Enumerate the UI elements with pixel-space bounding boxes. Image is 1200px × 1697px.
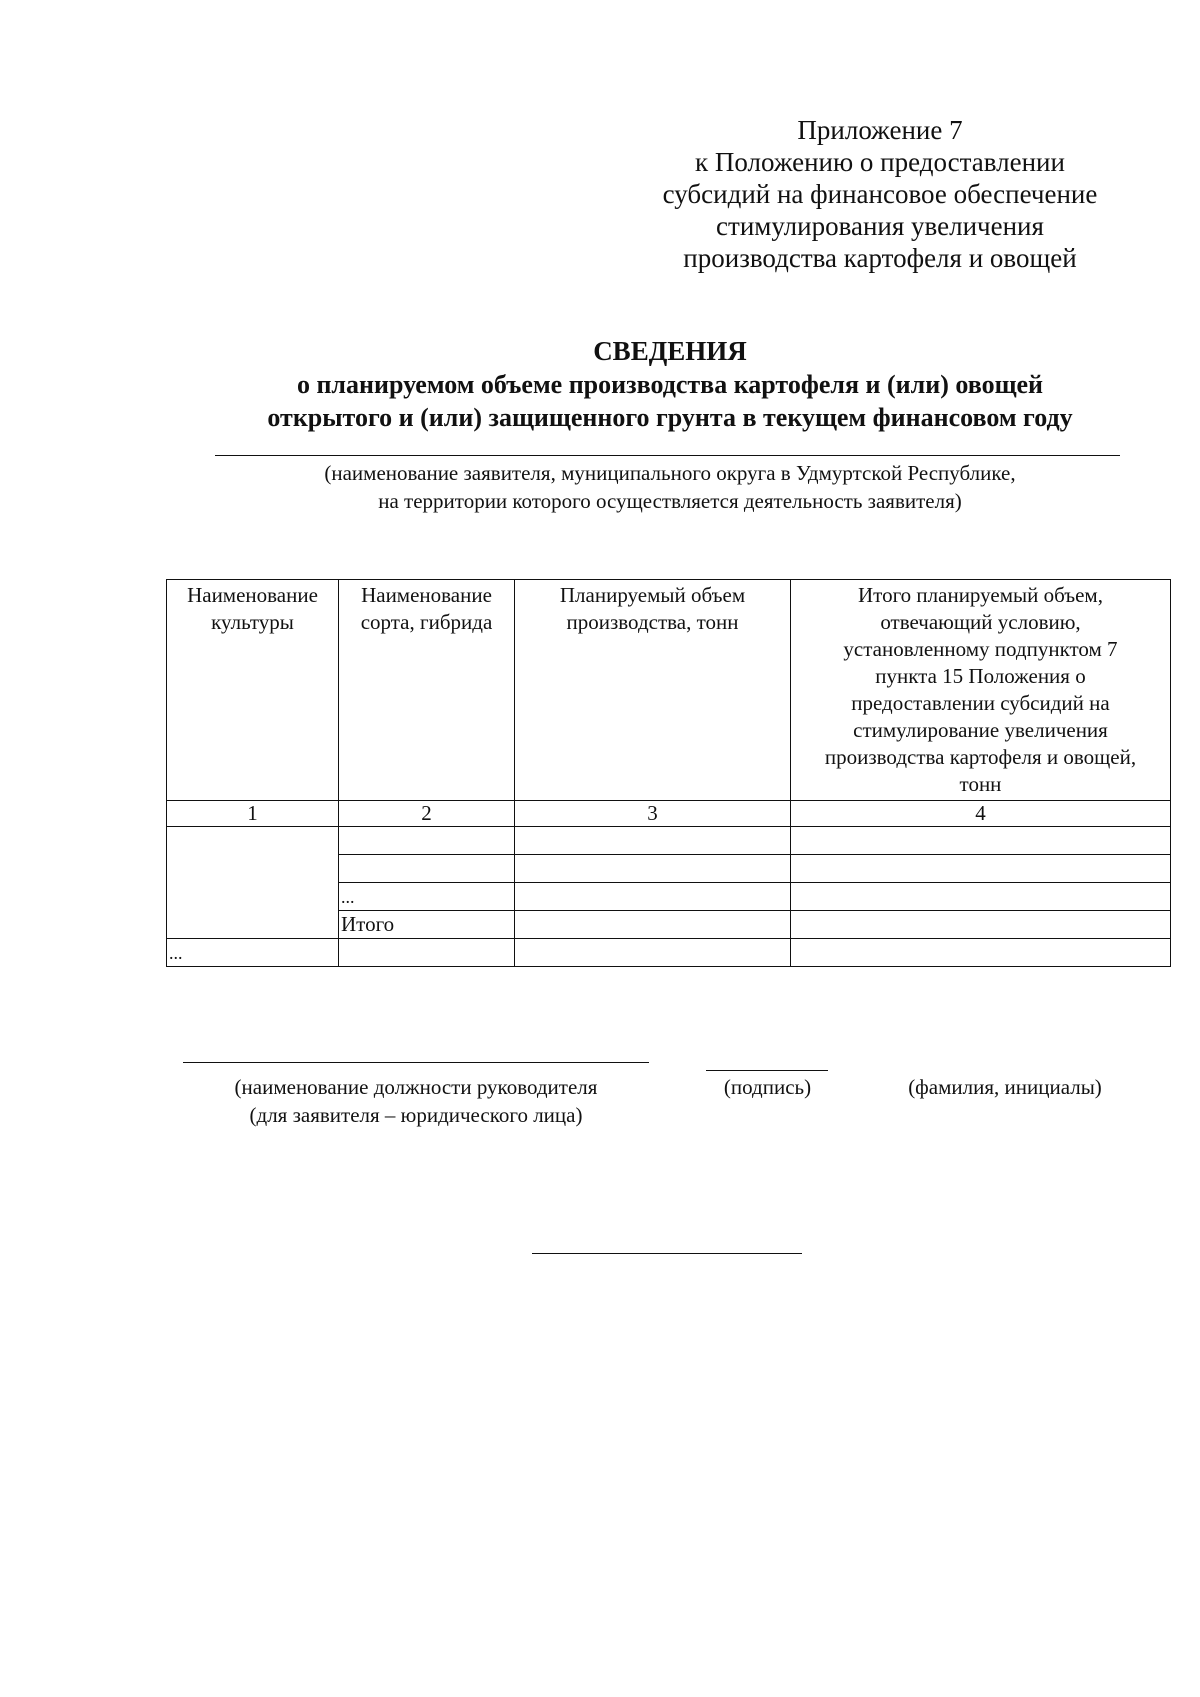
- total-volume-cell: [791, 827, 1171, 855]
- column-number: 1: [167, 801, 339, 827]
- variety-ellipsis-cell: [339, 883, 515, 911]
- ellipsis-text: ...: [341, 887, 355, 907]
- column-number: 2: [339, 801, 515, 827]
- document-title: СВЕДЕНИЯ: [593, 336, 747, 366]
- applicant-caption-line: на территории которого осуществляется деятельность заявителя): [378, 489, 962, 513]
- applicant-caption-line: (наименование заявителя, муниципального округа в Удмуртской Республике,: [324, 461, 1016, 485]
- header-planned-volume: Планируемый объем производства, тонн: [515, 580, 791, 801]
- appendix-line: производства картофеля и овощей: [683, 243, 1077, 273]
- position-caption: [180, 1073, 652, 1129]
- appendix-block: [640, 114, 1120, 274]
- column-number: 4: [791, 801, 1171, 827]
- header-total-planned-volume: Итого планируемый объем, отвечающий условию, установленному подпунктом 7 пункта 15 Положения о предоставлении субсидий на стимулирование увеличения производства картофеля и овощей, тонн: [791, 580, 1171, 801]
- column-number-row: [167, 801, 1171, 827]
- total-volume-cell: [791, 883, 1171, 911]
- applicant-caption: [150, 459, 1190, 515]
- header-crop-name: Наименование культуры: [167, 580, 339, 801]
- total-volume-cell: [791, 855, 1171, 883]
- signature-fill-line: [706, 1070, 828, 1071]
- crop-ellipsis-cell: [167, 939, 339, 967]
- position-caption-line: (для заявителя – юридического лица): [249, 1103, 583, 1127]
- volume-cell: [515, 827, 791, 855]
- appendix-line: субсидий на финансовое обеспечение: [662, 179, 1098, 209]
- subtitle-line: открытого и (или) защищенного грунта в текущем финансовом году: [267, 403, 1073, 432]
- appendix-line: Приложение 7: [797, 115, 963, 145]
- volume-cell: [515, 939, 791, 967]
- planned-volume-table: [166, 579, 1171, 967]
- document-subtitle: [150, 368, 1190, 434]
- total-volume-cell: [791, 911, 1171, 939]
- table-row: [167, 939, 1171, 967]
- column-number: 3: [515, 801, 791, 827]
- appendix-line: стимулирования увеличения: [716, 211, 1044, 241]
- volume-cell: [515, 911, 791, 939]
- header-variety-name: Наименование сорта, гибрида: [339, 580, 515, 801]
- appendix-line: к Положению о предоставлении: [695, 147, 1065, 177]
- total-volume-cell: [791, 939, 1171, 967]
- ellipsis-text: ...: [169, 943, 183, 963]
- position-caption-line: (наименование должности руководителя: [234, 1075, 598, 1099]
- date-fill-line: [532, 1253, 802, 1254]
- volume-cell: [515, 855, 791, 883]
- crop-cell: [167, 827, 339, 939]
- variety-cell: [339, 939, 515, 967]
- total-label-cell: Итого: [339, 911, 515, 939]
- applicant-fill-line: [215, 455, 1120, 456]
- volume-cell: [515, 883, 791, 911]
- table-row: [167, 827, 1171, 855]
- variety-cell: [339, 827, 515, 855]
- table-header-row: [167, 580, 1171, 801]
- signature-caption: (подпись): [723, 1075, 812, 1099]
- variety-cell: [339, 855, 515, 883]
- position-fill-line: [183, 1062, 649, 1063]
- subtitle-line: о планируемом объеме производства картофеля и (или) овощей: [296, 370, 1044, 399]
- name-caption: (фамилия, инициалы): [908, 1075, 1102, 1099]
